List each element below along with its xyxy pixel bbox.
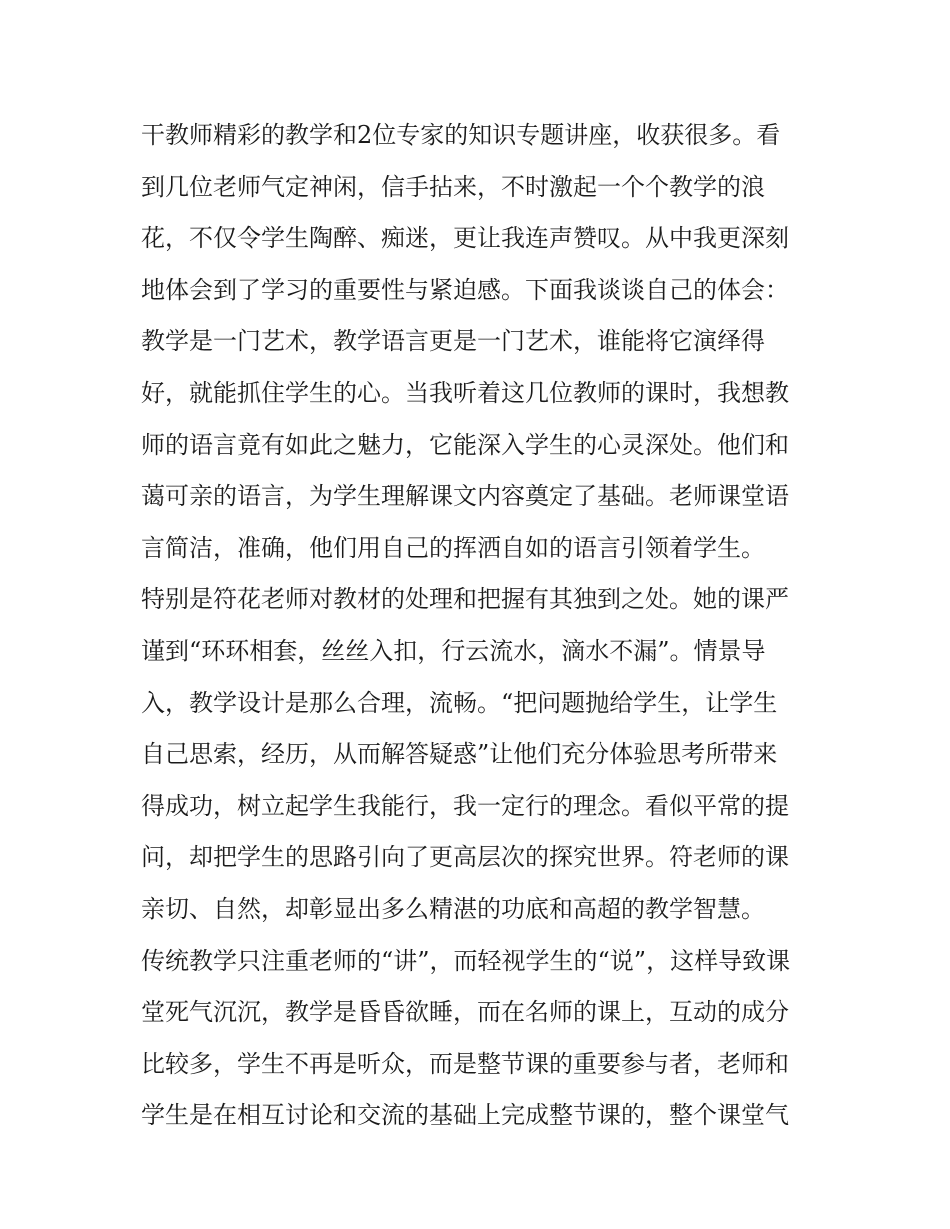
text-line-5: 教学是一门艺术，教学语言更是一门艺术，谁能将它演绎得 [141, 327, 765, 356]
text-line-10: 特别是符花老师对教材的处理和把握有其独到之处。她的课严 [141, 585, 789, 614]
text-line-19: 比较多，学生不再是听众，而是整节课的重要参与者，老师和 [141, 1049, 789, 1078]
text-line-2: 到几位老师气定神闲，信手拈来，不时激起一个个教学的浪 [141, 172, 765, 201]
text-line-11: 谨到“环环相套，丝丝入扣，行云流水，滴水不漏”。情景导 [141, 636, 766, 665]
text-line-4: 地体会到了学习的重要性与紧迫感。下面我谈谈自己的体会： [141, 275, 789, 304]
text-line-17: 传统教学只注重老师的“讲”，而轻视学生的“说”，这样导致课 [141, 946, 791, 975]
text-line-3: 花，不仅令学生陶醉、痴迷，更让我连声赞叹。从中我更深刻 [141, 224, 789, 253]
text-line-9: 言简洁，准确，他们用自己的挥洒自如的语言引领着学生。 [141, 533, 765, 562]
text-line-8: 蔼可亲的语言，为学生理解课文内容奠定了基础。老师课堂语 [141, 482, 789, 511]
text-line-15: 问，却把学生的思路引向了更高层次的探究世界。符老师的课 [141, 843, 789, 872]
text-line-14: 得成功，树立起学生我能行，我一定行的理念。看似平常的提 [141, 791, 789, 820]
body-text [141, 110, 813, 1142]
text-line-7: 师的语言竟有如此之魅力，它能深入学生的心灵深处。他们和 [141, 430, 789, 459]
text-line-18: 堂死气沉沉，教学是昏昏欲睡，而在名师的课上，互动的成分 [141, 998, 789, 1027]
text-line-13: 自己思索，经历，从而解答疑惑”让他们充分体验思考所带来 [141, 740, 778, 769]
text-line-12: 入，教学设计是那么合理，流畅。“把问题抛给学生，让学生 [141, 688, 778, 717]
text-line-20: 学生是在相互讨论和交流的基础上完成整节课的，整个课堂气 [141, 1101, 789, 1130]
text-line-1: 干教师精彩的教学和2位专家的知识专题讲座，收获很多。看 [141, 121, 781, 149]
text-line-16: 亲切、自然，却彰显出多么精湛的功底和高超的教学智慧。 [141, 894, 765, 923]
text-line-6: 好，就能抓住学生的心。当我听着这几位教师的课时，我想教 [141, 378, 789, 407]
